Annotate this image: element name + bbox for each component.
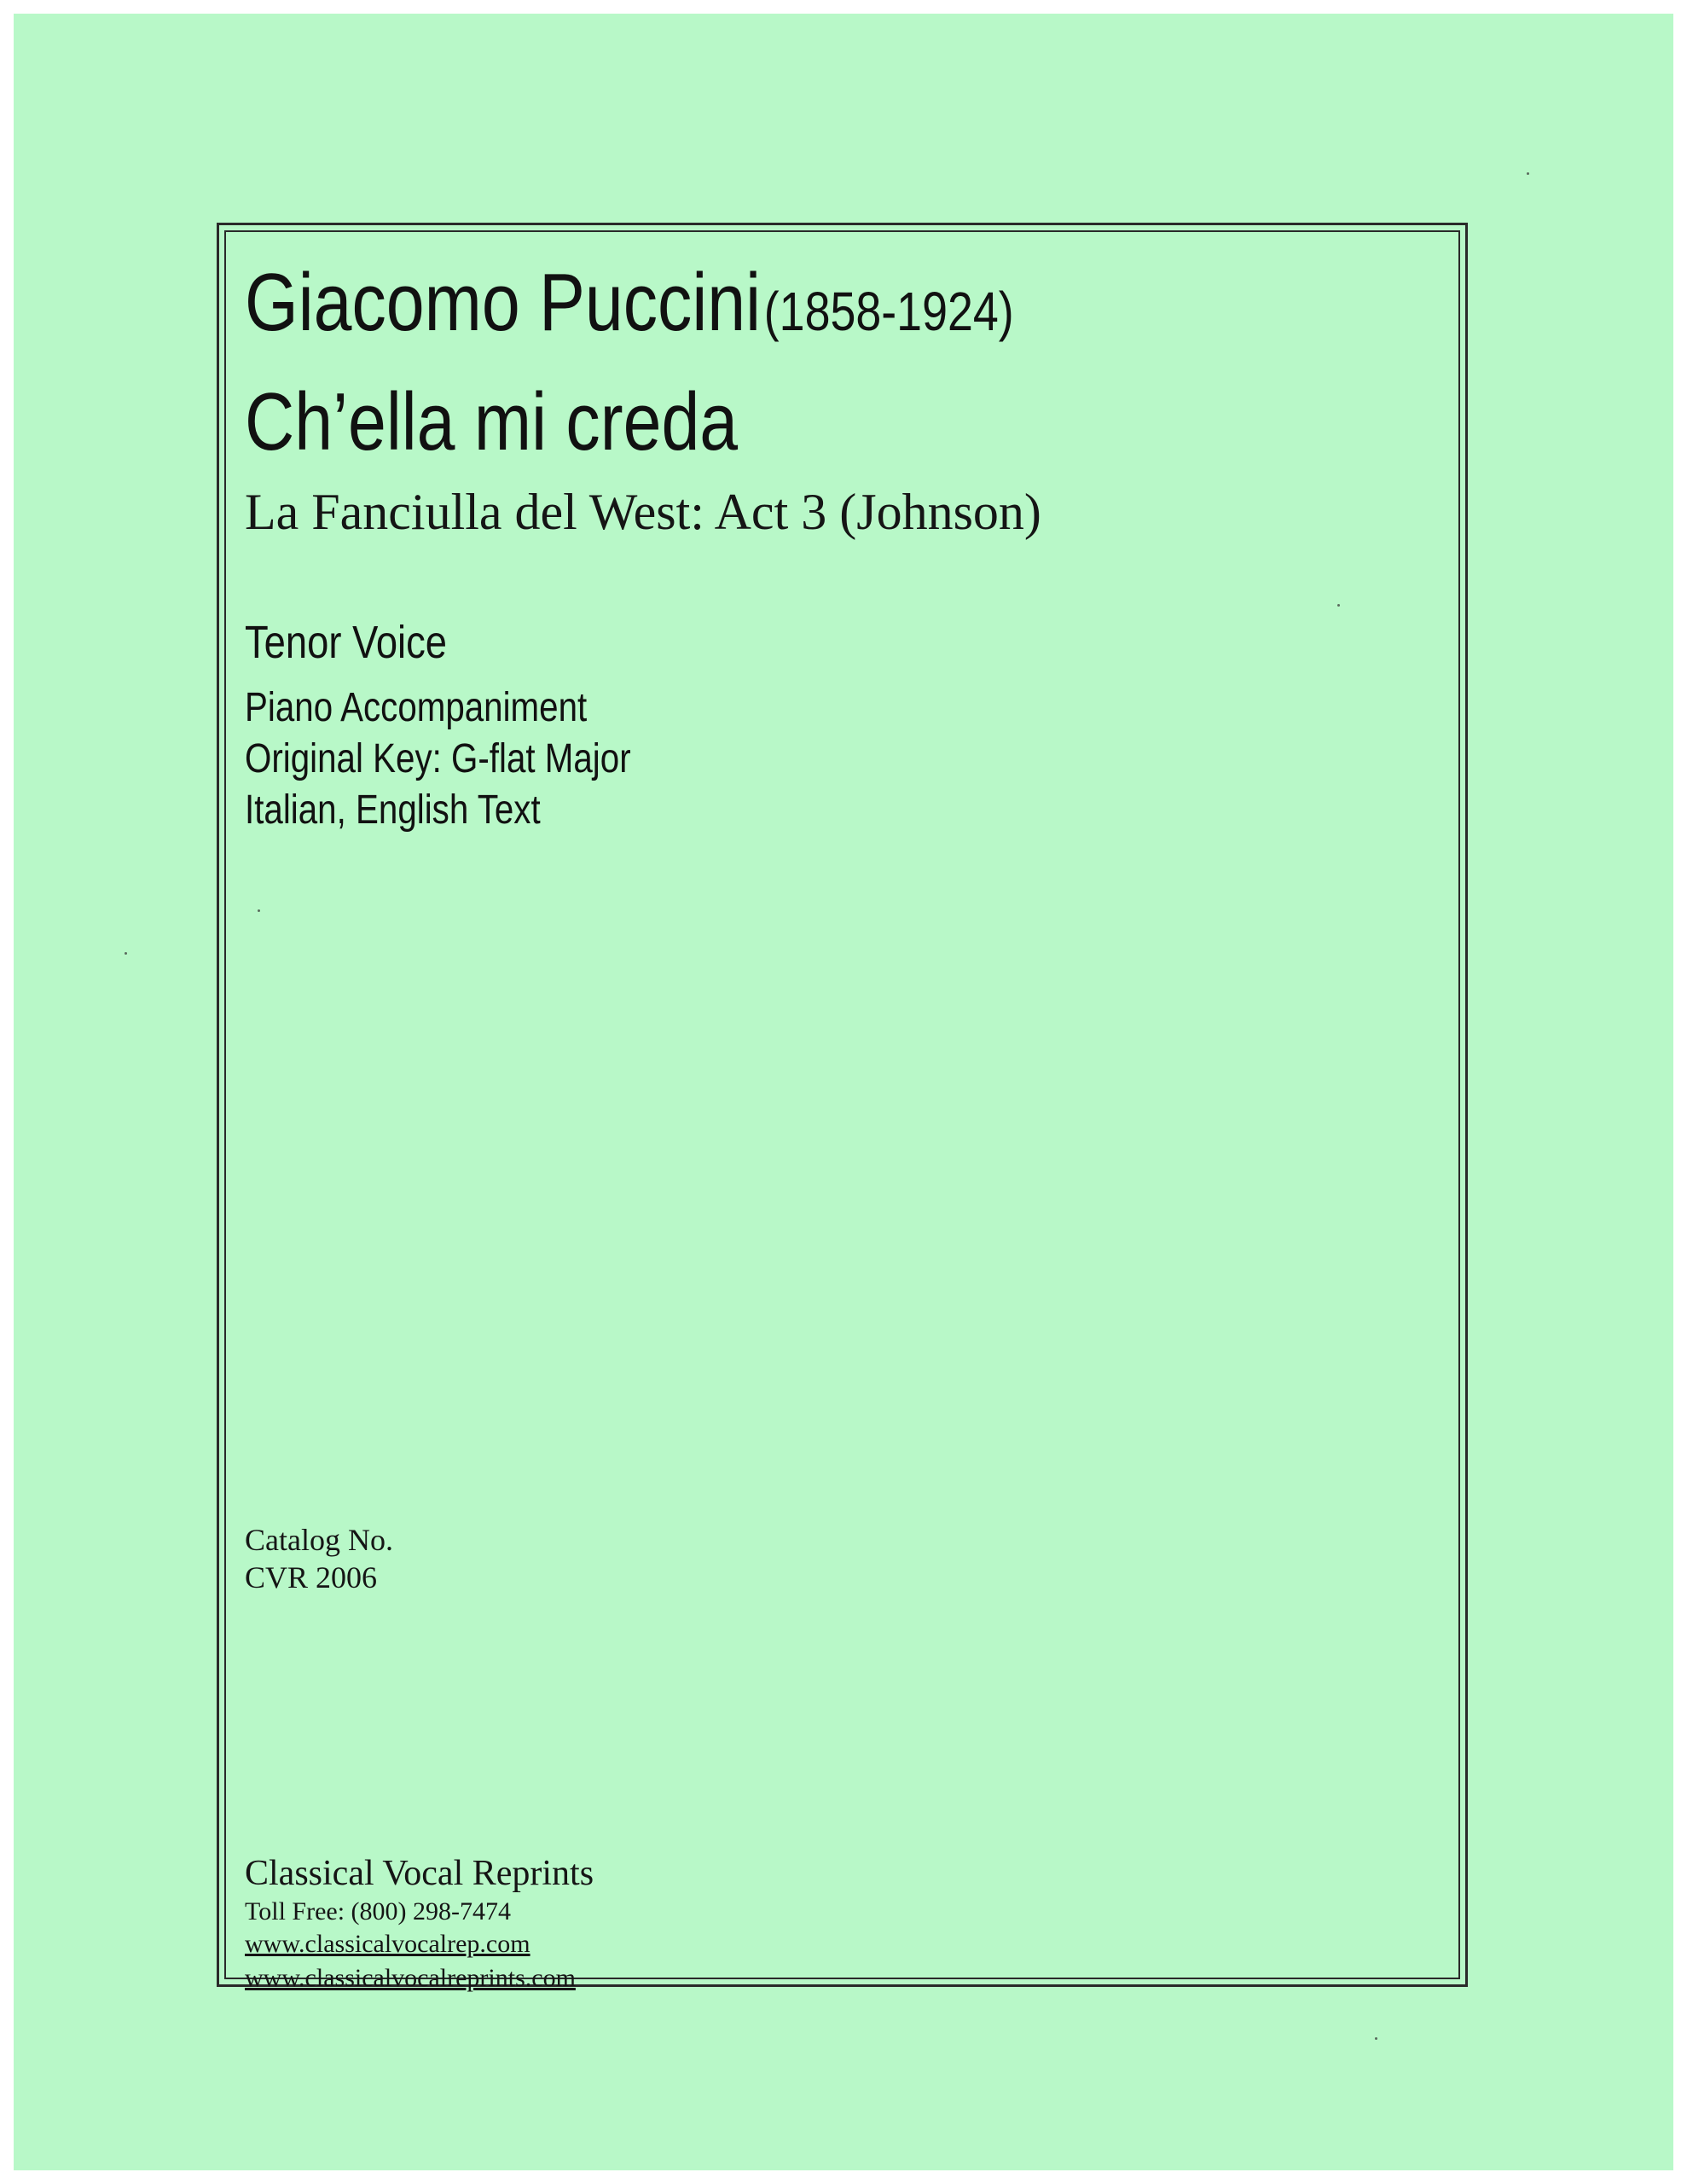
voice-type: Tenor Voice: [245, 617, 448, 668]
catalog-number: CVR 2006: [245, 1560, 378, 1594]
composer-dates: (1858-1924): [763, 281, 1014, 342]
cover-sheet: [14, 14, 1673, 2170]
cover-frame-inner: [224, 230, 1460, 1992]
scan-speck: [1375, 2037, 1377, 2040]
scan-speck: [1527, 172, 1529, 175]
publisher-name: Classical Vocal Reprints: [245, 1854, 594, 1893]
website-link-classicalvocalreprints[interactable]: www.classicalvocalreprints.com: [245, 1964, 576, 1992]
opera-subtitle: La Fanciulla del West: Act 3 (Johnson): [245, 484, 1041, 540]
website-link-classicalvocalrep[interactable]: www.classicalvocalrep.com: [245, 1930, 530, 1958]
catalog-label: Catalog No.: [245, 1523, 393, 1557]
cover-content: [245, 232, 1441, 1992]
piece-title: Ch’ella mi creda: [245, 376, 739, 468]
scan-speck: [125, 952, 127, 955]
composer-name: Giacomo Puccini: [245, 257, 762, 348]
original-key-detail: Original Key: G-flat Major: [245, 736, 631, 781]
accompaniment-detail: Piano Accompaniment: [245, 685, 588, 730]
text-language-detail: Italian, English Text: [245, 787, 541, 833]
cover-frame: [217, 223, 1468, 1992]
toll-free-phone: Toll Free: (800) 298-7474: [245, 1897, 512, 1926]
composer-line: [245, 256, 1014, 350]
